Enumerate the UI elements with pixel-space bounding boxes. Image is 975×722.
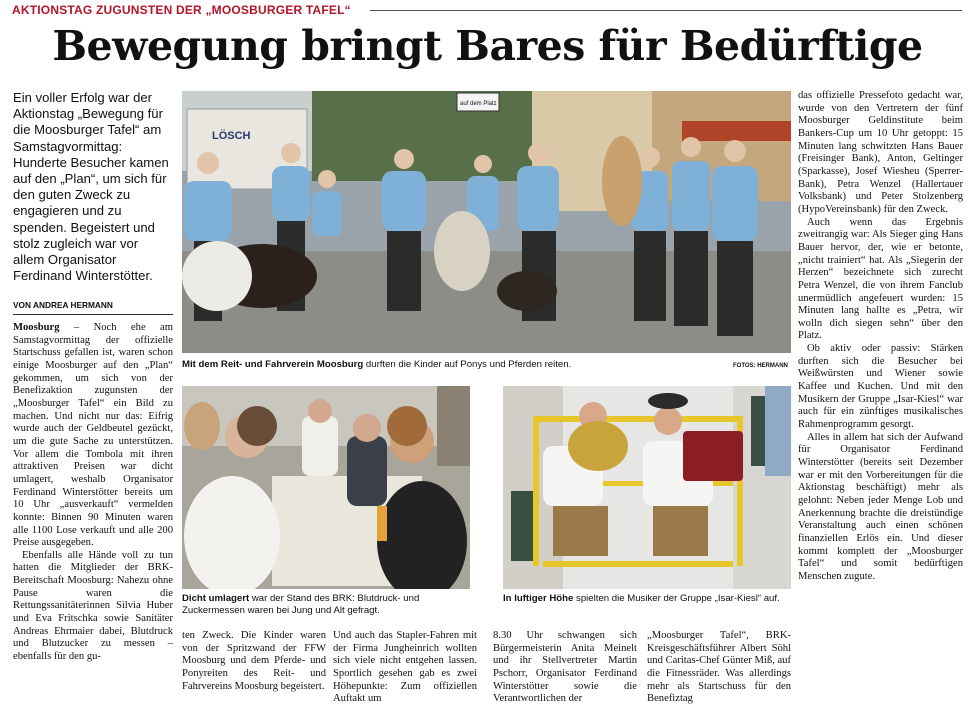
article-column-2 [182, 630, 326, 693]
main-photo-image [182, 91, 791, 353]
photo-credit: FOTOS: HERMANN [733, 363, 788, 369]
brk-stand-caption [182, 593, 470, 617]
paragraph: Ob aktiv oder passiv: Stärken durften sich die Besucher bei Weißwürsten und Wiener sowie Kaffee und Kuchen. Und mit den Musikern der Gruppe „Isar-Kiesl“ war auch für ein zünftiges musikalisches Rahmenprogramm gesorgt. [798, 343, 963, 431]
article-column-3 [333, 630, 477, 706]
paragraph: Und auch das Stapler-Fahren mit der Firma Jungheinrich wollten sich viele nicht entgehen lassen. Sportlich gesehen gab es zwei Höhepunkte: Zum offiziellen Auftakt um [333, 630, 477, 705]
caption-lead: Dicht umlagert [182, 593, 250, 604]
paragraph: „Moosburger Tafel“, BRK-Kreisgeschäftsführer Albert Söhl und Caritas-Chef Günter Miß, auf die Fitnessräder. Was allerdings mehr als Startschuss für den Benefiztag [647, 630, 791, 705]
caption-lead: In luftiger Höhe [503, 593, 574, 604]
paragraph: ten Zweck. Die Kinder waren von der Spritzwand der FFW Moosburg und dem Pferde- und Ponyreiten des Reit- und Fahrvereins Moosburg begeistert. [182, 630, 326, 692]
kicker-rule [370, 10, 962, 11]
article-column-right [798, 90, 963, 584]
paragraph: Auch wenn das Ergebnis zweitrangig war: Als Sieger ging Hans Bauer hervor, der, wie er betonte, „nicht trainiert“ hat. Als „Siegerin der Herzen“ bezeichnete sich zurecht Petra Wenzel, die von ihrem Fanclub unermüdlich angefeuert wurden: 15 Minuten lang hallte es „Petra, wir wolln dich siegen sehn“ über den Platz. [798, 216, 963, 342]
kicker: AKTIONSTAG ZUGUNSTEN DER „MOOSBURGER TAFEL“ [12, 3, 351, 17]
headline: Bewegung bringt Bares für Bedürftige [52, 22, 923, 70]
paragraph: das offizielle Pressefoto gedacht war, wurde von den Vertretern der fünf Moosburger Geldinstitute beim Bankers-Cup um 10 Uhr getoppt: 15 Minuten lang schwitzten Hans Bauer (Freisinger Bank), Anton, Geltinger (Sparkasse), Josef Wiesheu (Sperrer-Bank), Petra Wenzel (Hallertauer Volksbank) und Peter Stolzenberg (HypoVereinsbank) für den Zweck. [798, 90, 963, 215]
article-column-4 [493, 630, 637, 706]
byline: VON ANDREA HERMANN [13, 300, 173, 315]
paragraph: Ebenfalls alle Hände voll zu tun hatten die Mitglieder der BRK-Bereitschaft Moosburg: Nahezu ohne Pause waren die Rettungssanitäterinnen Silvia Huber und Eva Fritschka sowie Sanitäter Andreas Ehrmaier dabei, Blutdruck und Blutzucker zu messen – ebenfalls für den gu- [13, 549, 173, 663]
main-photo-caption [182, 359, 712, 371]
caption-text: war der Stand des BRK: Blutdruck- und Zuckermessen waren bei Jung und Alt gefragt. [182, 593, 420, 616]
musicians-image [503, 386, 791, 589]
article-column-1 [13, 322, 173, 664]
lead-paragraph: Ein voller Erfolg war der Aktionstag „Bewegung für die Moosburger Tafel“ am Samstagvormittag: Hunderte Besucher kamen auf den „Plan“, um sich für den guten Zweck zu engagieren und zu spenden. Begeistert und stolz zugleich war vor allem Organisator Ferdinand Winterstötter. [13, 90, 169, 284]
musicians-photo [503, 386, 791, 589]
paragraph: – Noch ehe am Samstagvormittag der offizielle Startschuss gefallen ist, waren schon einige Moosburger auf den „Plan“ gekommen, um sich von der Benefizaktion zugunsten der „Moosburger Tafel“ ein Bild zu machen. Und nicht nur das: Eifrig wurde auch der Geldbeutel gezückt, um die gute Sache zu unterstützen. Vor allem die Tombola mit ihren attraktiven Preisen war dicht umlagert, weshalb Organisator Ferdinand Winterstötter bereits um 10 Uhr „ausverkauft“ vermelden konnte: Binnen 90 Minuten waren alle 1100 Lose verkauft und alle 200 Preise ausgegeben. [13, 322, 173, 549]
caption-lead: Mit dem Reit- und Fahrverein Moosburg [182, 359, 364, 370]
truck-sign: LÖSCH [212, 130, 251, 142]
brk-stand-photo [182, 386, 470, 589]
caption-text: spielten die Musiker der Gruppe „Isar-Kiesl“ auf. [573, 593, 780, 604]
brk-stand-image [182, 386, 470, 589]
main-photo [182, 91, 791, 353]
dateline-place: Moosburg [13, 322, 60, 333]
musicians-caption [503, 593, 791, 605]
street-sign: auf dem Platz [460, 101, 497, 107]
article-column-5 [647, 630, 791, 706]
paragraph: 8.30 Uhr schwangen sich Bürgermeisterin Anita Meinelt und ihr Stellvertreter Martin Pschorr, Organisator Ferdinand Winterstötter sowie die Verantwortlichen der [493, 630, 637, 705]
paragraph: Alles in allem hat sich der Aufwand für Organisator Ferdinand Winterstötter (bereits seit Dezember war er mit den Vorbereitungen für die Aktionstag beschäftigt) mehr als gelohnt: Neben jeder Menge Lob und Anerkennung brachte die dreistündige Veranstaltung auch einen schönen finanziellen Erlös ein. Und dieser kommt komplett der „Moosburger Tafel“ und somit bedürftigen Menschen zugute. [798, 431, 963, 582]
caption-text: durften die Kinder auf Ponys und Pferden reiten. [363, 359, 572, 370]
